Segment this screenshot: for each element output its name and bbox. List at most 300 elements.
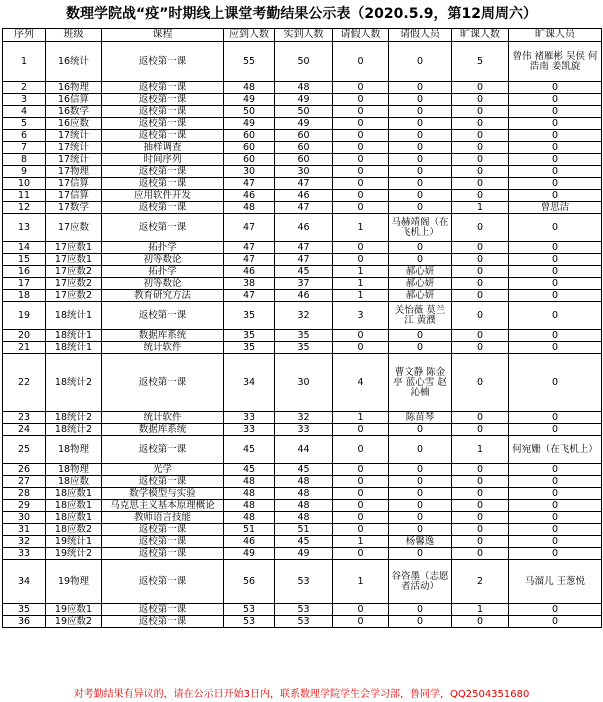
cell-leave-count: 0 [333,488,389,500]
cell-no: 19 [3,302,46,330]
cell-absent-names: 0 [509,106,602,118]
cell-no: 3 [3,94,46,106]
cell-actual: 46 [275,214,333,242]
cell-absent-names: 0 [509,190,602,202]
cell-leave-count: 3 [333,302,389,330]
col-header-leave-names: 请假人员 [389,29,452,42]
cell-no: 29 [3,500,46,512]
cell-absent-names: 曾思洁 [509,202,602,214]
table-row [3,202,602,214]
cell-expected: 45 [224,464,275,476]
cell-class: 18应数1 [46,512,102,524]
cell-leave-names: 0 [389,476,452,488]
cell-expected: 34 [224,354,275,412]
cell-class: 18统计1 [46,342,102,354]
cell-leave-count: 1 [333,278,389,290]
cell-course: 返校第一课 [102,130,224,142]
cell-no: 14 [3,242,46,254]
cell-absent-names: 0 [509,476,602,488]
cell-course: 返校第一课 [102,560,224,604]
cell-leave-names: 0 [389,142,452,154]
col-header-absent-count: 旷课人数 [452,29,509,42]
cell-leave-names: 0 [389,130,452,142]
cell-no: 36 [3,616,46,628]
cell-absent-count: 0 [452,342,509,354]
table-row [3,604,602,616]
cell-absent-count: 0 [452,214,509,242]
cell-actual: 48 [275,500,333,512]
cell-absent-count: 0 [452,500,509,512]
cell-absent-count: 2 [452,560,509,604]
cell-leave-names: 0 [389,154,452,166]
cell-expected: 60 [224,142,275,154]
cell-no: 10 [3,178,46,190]
col-header-leave-count: 请假人数 [333,29,389,42]
cell-leave-names: 0 [389,202,452,214]
cell-absent-names: 0 [509,166,602,178]
cell-leave-names: 0 [389,242,452,254]
table-row [3,500,602,512]
cell-leave-names: 0 [389,512,452,524]
cell-leave-count: 0 [333,604,389,616]
cell-course: 马克思主义基本原理概论 [102,500,224,512]
cell-leave-count: 0 [333,330,389,342]
cell-absent-names: 0 [509,536,602,548]
cell-absent-names: 0 [509,178,602,190]
cell-expected: 47 [224,242,275,254]
cell-course: 数据库系统 [102,330,224,342]
cell-no: 26 [3,464,46,476]
cell-expected: 47 [224,290,275,302]
col-header-expected: 应到人数 [224,29,275,42]
table-row [3,42,602,82]
cell-no: 32 [3,536,46,548]
cell-leave-count: 0 [333,524,389,536]
cell-no: 15 [3,254,46,266]
cell-course: 统计软件 [102,412,224,424]
cell-absent-count: 0 [452,536,509,548]
cell-course: 返校第一课 [102,202,224,214]
cell-class: 19应数2 [46,616,102,628]
cell-course: 返校第一课 [102,94,224,106]
cell-leave-count: 0 [333,500,389,512]
cell-absent-names: 0 [509,412,602,424]
cell-course: 返校第一课 [102,118,224,130]
cell-expected: 49 [224,118,275,130]
cell-leave-names: 郝心妍 [389,278,452,290]
cell-class: 16统计 [46,42,102,82]
cell-absent-names: 0 [509,616,602,628]
cell-actual: 49 [275,548,333,560]
cell-expected: 47 [224,254,275,266]
cell-no: 12 [3,202,46,214]
cell-course: 返校第一课 [102,166,224,178]
cell-actual: 30 [275,354,333,412]
cell-no: 21 [3,342,46,354]
cell-absent-count: 1 [452,202,509,214]
cell-actual: 45 [275,266,333,278]
cell-expected: 38 [224,278,275,290]
cell-actual: 47 [275,242,333,254]
cell-leave-names: 马赫靖阁（在飞机上） [389,214,452,242]
cell-absent-count: 0 [452,142,509,154]
cell-no: 33 [3,548,46,560]
cell-expected: 56 [224,560,275,604]
cell-course: 返校第一课 [102,476,224,488]
table-row [3,166,602,178]
cell-absent-count: 0 [452,488,509,500]
table-row [3,548,602,560]
cell-actual: 60 [275,142,333,154]
cell-leave-names: 0 [389,190,452,202]
table-row [3,536,602,548]
cell-actual: 47 [275,254,333,266]
cell-no: 4 [3,106,46,118]
cell-actual: 53 [275,604,333,616]
cell-absent-count: 0 [452,302,509,330]
table-row [3,524,602,536]
cell-course: 初等数论 [102,254,224,266]
cell-course: 返校第一课 [102,106,224,118]
cell-expected: 60 [224,154,275,166]
cell-class: 17应数2 [46,290,102,302]
table-row [3,178,602,190]
col-header-no: 序列 [3,29,46,42]
cell-course: 返校第一课 [102,604,224,616]
cell-expected: 49 [224,94,275,106]
cell-course: 返校第一课 [102,436,224,464]
cell-leave-count: 0 [333,142,389,154]
cell-leave-names: 0 [389,342,452,354]
cell-class: 18应数2 [46,524,102,536]
cell-absent-count: 5 [452,42,509,82]
cell-absent-names: 0 [509,266,602,278]
table-row [3,560,602,604]
cell-leave-names: 0 [389,82,452,94]
cell-leave-count: 0 [333,476,389,488]
cell-leave-count: 0 [333,512,389,524]
cell-expected: 35 [224,302,275,330]
cell-class: 17应数1 [46,242,102,254]
cell-course: 返校第一课 [102,616,224,628]
cell-absent-names: 0 [509,154,602,166]
cell-class: 17应数1 [46,254,102,266]
cell-leave-count: 0 [333,464,389,476]
table-row [3,302,602,330]
cell-absent-names: 0 [509,94,602,106]
table-row [3,436,602,464]
cell-actual: 35 [275,330,333,342]
cell-actual: 48 [275,82,333,94]
cell-absent-names: 曾伟 褚雁彬 吴侯 何浩南 姜凯旋 [509,42,602,82]
cell-leave-count: 1 [333,266,389,278]
cell-class: 16信算 [46,94,102,106]
cell-absent-count: 0 [452,548,509,560]
cell-class: 19统计1 [46,536,102,548]
table-row [3,330,602,342]
cell-expected: 49 [224,548,275,560]
cell-no: 25 [3,436,46,464]
cell-leave-count: 1 [333,412,389,424]
cell-class: 17应数 [46,214,102,242]
cell-leave-count: 1 [333,214,389,242]
cell-leave-count: 0 [333,166,389,178]
cell-absent-count: 0 [452,154,509,166]
cell-actual: 37 [275,278,333,290]
cell-expected: 48 [224,488,275,500]
cell-no: 13 [3,214,46,242]
cell-no: 6 [3,130,46,142]
table-row [3,342,602,354]
cell-expected: 55 [224,42,275,82]
cell-absent-names: 0 [509,242,602,254]
cell-course: 统计软件 [102,342,224,354]
cell-course: 时间序列 [102,154,224,166]
cell-leave-names: 0 [389,488,452,500]
cell-actual: 51 [275,524,333,536]
table-row [3,190,602,202]
cell-course: 拓扑学 [102,266,224,278]
cell-expected: 33 [224,412,275,424]
cell-absent-names: 0 [509,548,602,560]
table-row [3,464,602,476]
cell-expected: 51 [224,524,275,536]
cell-absent-names: 0 [509,214,602,242]
table-row [3,266,602,278]
cell-course: 返校第一课 [102,536,224,548]
cell-expected: 48 [224,202,275,214]
cell-absent-count: 0 [452,94,509,106]
cell-leave-count: 0 [333,178,389,190]
cell-absent-names: 0 [509,512,602,524]
cell-class: 16应数 [46,118,102,130]
table-row [3,82,602,94]
cell-absent-names: 0 [509,604,602,616]
table-row [3,118,602,130]
col-header-actual: 实到人数 [275,29,333,42]
cell-leave-names: 郝心妍 [389,266,452,278]
cell-actual: 60 [275,154,333,166]
cell-leave-names: 0 [389,94,452,106]
cell-absent-names: 0 [509,302,602,330]
cell-absent-count: 0 [452,242,509,254]
cell-class: 18统计2 [46,354,102,412]
cell-no: 1 [3,42,46,82]
cell-absent-count: 0 [452,278,509,290]
attendance-table [2,28,602,628]
cell-leave-names: 谷咨墨（志愿者活动） [389,560,452,604]
cell-leave-names: 0 [389,500,452,512]
cell-leave-count: 0 [333,202,389,214]
table-row [3,154,602,166]
table-row [3,290,602,302]
cell-expected: 46 [224,536,275,548]
cell-leave-count: 0 [333,106,389,118]
cell-leave-count: 1 [333,536,389,548]
cell-absent-count: 0 [452,524,509,536]
cell-expected: 48 [224,82,275,94]
cell-absent-names: 0 [509,330,602,342]
cell-absent-names: 0 [509,424,602,436]
cell-no: 5 [3,118,46,130]
cell-leave-count: 0 [333,154,389,166]
cell-absent-names: 0 [509,488,602,500]
cell-class: 18应数1 [46,500,102,512]
cell-absent-count: 0 [452,130,509,142]
cell-absent-count: 0 [452,254,509,266]
cell-no: 20 [3,330,46,342]
footer-notice: 对考勤结果有异议的，请在公示日开始3日内，联系数理学院学生会学习部，鲁同学，QQ2504351680 [73,689,530,700]
cell-leave-names: 郝心妍 [389,290,452,302]
cell-absent-count: 0 [452,118,509,130]
cell-leave-names: 0 [389,424,452,436]
cell-actual: 49 [275,118,333,130]
cell-leave-count: 0 [333,436,389,464]
cell-leave-count: 0 [333,242,389,254]
cell-course: 数据库系统 [102,424,224,436]
cell-actual: 35 [275,342,333,354]
cell-course: 应用软件开发 [102,190,224,202]
cell-course: 返校第一课 [102,548,224,560]
cell-leave-names: 杨馨逸 [389,536,452,548]
cell-leave-names: 0 [389,42,452,82]
cell-absent-names: 马溜儿 王葱悦 [509,560,602,604]
cell-actual: 49 [275,94,333,106]
cell-class: 19统计2 [46,548,102,560]
table-row [3,476,602,488]
cell-no: 28 [3,488,46,500]
cell-class: 16物理 [46,82,102,94]
cell-absent-count: 0 [452,106,509,118]
cell-course: 返校第一课 [102,178,224,190]
cell-leave-count: 0 [333,342,389,354]
cell-leave-names: 关怡薇 莫兰江 黄濮 [389,302,452,330]
cell-absent-count: 0 [452,82,509,94]
cell-course: 返校第一课 [102,42,224,82]
cell-no: 8 [3,154,46,166]
cell-absent-count: 0 [452,178,509,190]
cell-actual: 53 [275,616,333,628]
cell-class: 19应数1 [46,604,102,616]
cell-no: 34 [3,560,46,604]
cell-course: 返校第一课 [102,302,224,330]
table-row [3,142,602,154]
cell-leave-names: 陈苗琴 [389,412,452,424]
cell-course: 拓扑学 [102,242,224,254]
cell-no: 31 [3,524,46,536]
cell-absent-names: 0 [509,500,602,512]
cell-expected: 53 [224,616,275,628]
cell-leave-names: 0 [389,616,452,628]
cell-class: 18统计1 [46,302,102,330]
cell-absent-count: 1 [452,604,509,616]
cell-actual: 33 [275,424,333,436]
table-row [3,278,602,290]
cell-class: 17信算 [46,178,102,190]
cell-no: 27 [3,476,46,488]
cell-actual: 50 [275,42,333,82]
table-row [3,242,602,254]
cell-absent-count: 0 [452,330,509,342]
cell-class: 17应数2 [46,278,102,290]
cell-actual: 48 [275,512,333,524]
cell-absent-count: 1 [452,436,509,464]
cell-class: 18物理 [46,464,102,476]
cell-course: 返校第一课 [102,354,224,412]
cell-absent-count: 0 [452,190,509,202]
cell-class: 18统计1 [46,330,102,342]
cell-no: 9 [3,166,46,178]
cell-expected: 33 [224,424,275,436]
cell-leave-count: 0 [333,254,389,266]
cell-course: 初等数论 [102,278,224,290]
cell-absent-names: 0 [509,130,602,142]
cell-leave-count: 1 [333,290,389,302]
table-row [3,94,602,106]
cell-actual: 44 [275,436,333,464]
cell-leave-names: 0 [389,436,452,464]
cell-class: 17物理 [46,166,102,178]
cell-absent-names: 0 [509,254,602,266]
table-row [3,214,602,242]
cell-class: 18物理 [46,436,102,464]
cell-absent-count: 0 [452,166,509,178]
cell-expected: 60 [224,130,275,142]
cell-no: 18 [3,290,46,302]
cell-absent-count: 0 [452,424,509,436]
cell-leave-count: 0 [333,118,389,130]
cell-absent-count: 0 [452,290,509,302]
cell-absent-count: 0 [452,464,509,476]
cell-expected: 46 [224,190,275,202]
table-row [3,488,602,500]
cell-no: 16 [3,266,46,278]
cell-leave-count: 0 [333,94,389,106]
table-row [3,106,602,118]
cell-actual: 47 [275,178,333,190]
table-row [3,130,602,142]
cell-actual: 46 [275,190,333,202]
cell-absent-names: 0 [509,342,602,354]
cell-actual: 46 [275,290,333,302]
cell-expected: 53 [224,604,275,616]
cell-leave-count: 0 [333,190,389,202]
cell-leave-names: 0 [389,106,452,118]
cell-no: 7 [3,142,46,154]
cell-expected: 46 [224,266,275,278]
cell-no: 2 [3,82,46,94]
cell-course: 数学模型与实验 [102,488,224,500]
table-row [3,512,602,524]
cell-leave-names: 0 [389,548,452,560]
cell-leave-names: 0 [389,178,452,190]
cell-leave-names: 0 [389,604,452,616]
cell-no: 11 [3,190,46,202]
cell-course: 返校第一课 [102,214,224,242]
cell-expected: 50 [224,106,275,118]
cell-class: 17应数2 [46,266,102,278]
cell-no: 17 [3,278,46,290]
cell-leave-count: 0 [333,424,389,436]
cell-actual: 50 [275,106,333,118]
cell-leave-names: 0 [389,118,452,130]
cell-class: 17统计 [46,154,102,166]
cell-absent-names: 0 [509,354,602,412]
col-header-course: 课程 [102,29,224,42]
cell-absent-names: 0 [509,82,602,94]
cell-expected: 35 [224,330,275,342]
cell-class: 17统计 [46,142,102,154]
